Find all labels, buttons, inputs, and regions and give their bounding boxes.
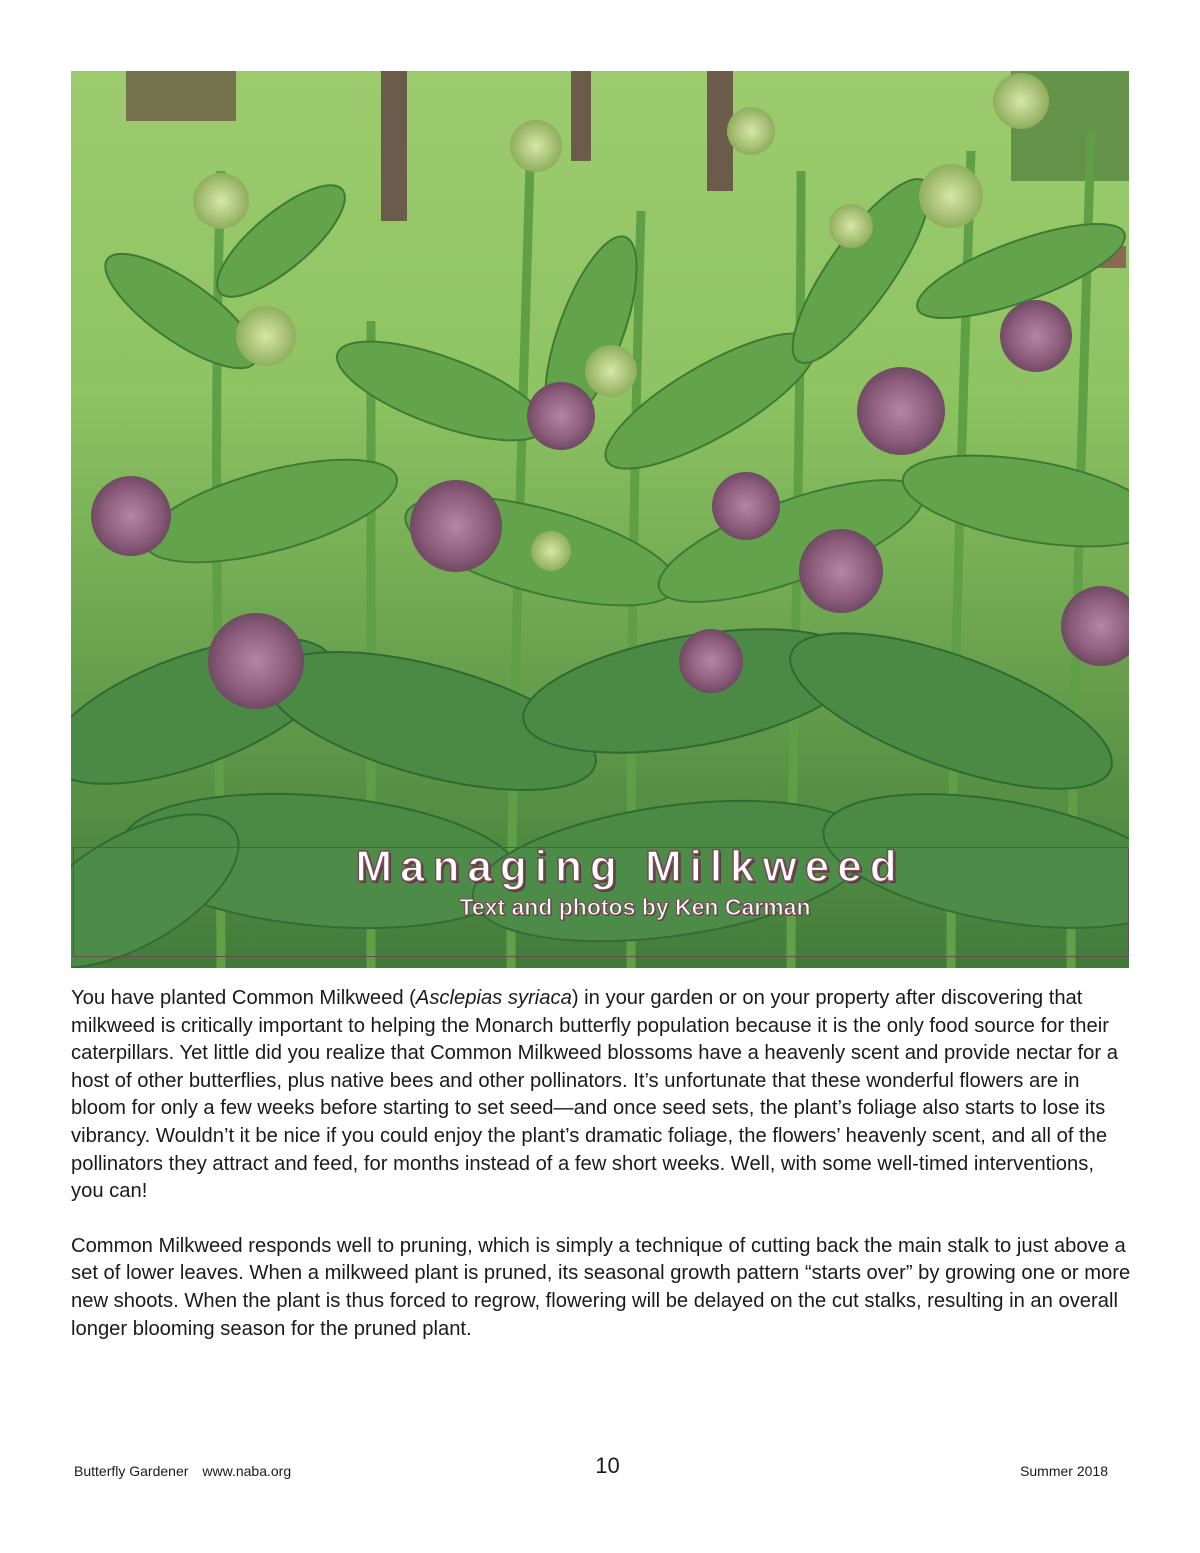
species-name: Asclepias syriaca <box>415 987 572 1009</box>
milkweed-photo <box>71 71 1129 968</box>
paragraph-2: Common Milkweed responds well to pruning, which is simply a technique of cutting back the main stalk to just above a set of lower leaves. When a milkweed plant is pruned, its seasonal growth pattern “starts over” by growing one or more new shoots. When the plant is thus forced to regrow, flowering will be delayed on the cut stalks, resulting in an overall longer blooming season for the pruned plant. <box>71 1234 1131 1340</box>
issue-date: Summer 2018 <box>1020 1463 1108 1479</box>
page-number: 10 <box>595 1453 620 1478</box>
article-title: Managing Milkweed <box>355 842 905 891</box>
paragraph-1-start: You have planted Common Milkweed ( <box>71 987 416 1009</box>
paragraph-1-rest: ) in your garden or on your property after discovering that milkweed is critically important to helping the Monarch butterfly population because it is the only food source for their caterpillars. Yet little did you realize that Common Milkweed blossoms have a heavenly scent and provide nectar for a host of other butterflies, plus native bees and other pollinators. It’s unfortunate that these wonderful flowers are in bloom for only a few weeks before starting to set seed—and once seed sets, the plant’s foliage also starts to lose its vibrancy. Wouldn’t it be nice if you could enjoy the plant’s dramatic foliage, the flowers’ heavenly scent, and all of the pollinators they attract and feed, for months instead of a few short weeks. Well, with some well-timed interventions, you can! <box>71 987 1118 1203</box>
paragraph-1 <box>71 985 1131 1206</box>
website-link[interactable]: www.naba.org <box>202 1463 292 1479</box>
milkweed-illustration <box>71 71 1129 968</box>
article-body <box>71 985 1131 1370</box>
publication-name: Butterfly Gardener <box>74 1463 189 1479</box>
article-byline: Text and photos by Ken Carman <box>459 894 811 920</box>
